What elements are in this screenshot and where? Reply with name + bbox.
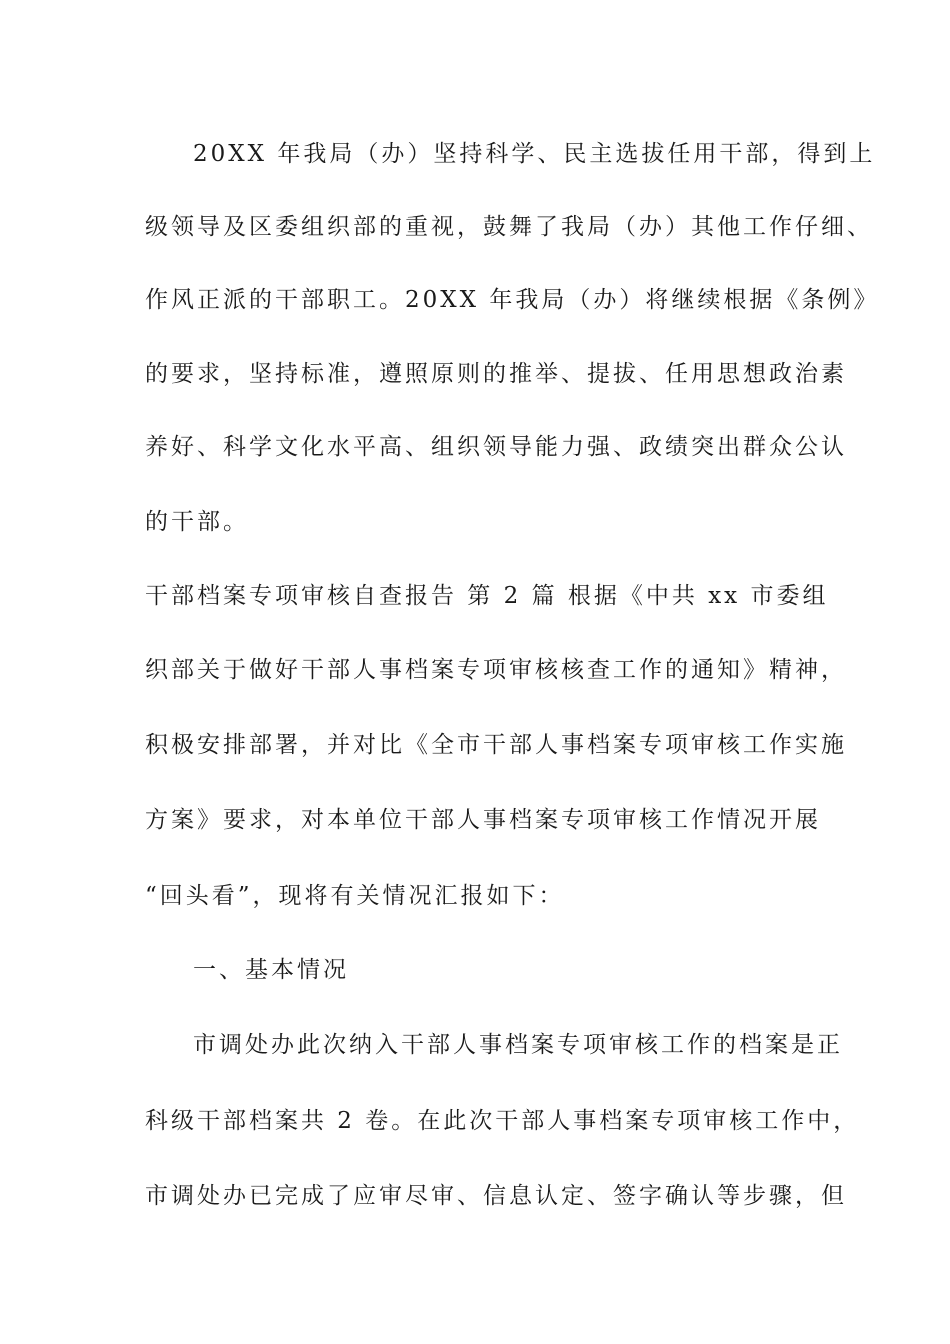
paragraph-line-15: 市调处办已完成了应审尽审、信息认定、签字确认等步骤，但 [145,1183,847,1209]
paragraph-line-8: 织部关于做好干部人事档案专项审核核查工作的通知》精神， [145,657,847,683]
paragraph-line-1: 20XX 年我局（办）坚持科学、民主选拔任用干部，得到上 [193,141,876,167]
paragraph-line-6: 的干部。 [145,509,249,535]
subheading-basic-situation: 一、基本情况 [193,957,349,983]
paragraph-line-11: “回头看”，现将有关情况汇报如下： [145,883,565,909]
paragraph-line-5: 养好、科学文化水平高、组织领导能力强、政绩突出群众公认 [145,434,847,460]
paragraph-line-10: 方案》要求，对本单位干部人事档案专项审核工作情况开展 [145,807,821,833]
paragraph-line-4: 的要求，坚持标准，遵照原则的推举、提拔、任用思想政治素 [145,361,847,387]
section-title-line: 干部档案专项审核自查报告 第 2 篇 根据《中共 xx 市委组 [145,583,829,609]
paragraph-line-13: 市调处办此次纳入干部人事档案专项审核工作的档案是正 [193,1032,843,1058]
paragraph-line-9: 积极安排部署，并对比《全市干部人事档案专项审核工作实施 [145,732,847,758]
paragraph-line-14: 科级干部档案共 2 卷。在此次干部人事档案专项审核工作中， [145,1108,860,1134]
paragraph-line-2: 级领导及区委组织部的重视，鼓舞了我局（办）其他工作仔细、 [145,214,873,240]
paragraph-line-3: 作风正派的干部职工。20XX 年我局（办）将继续根据《条例》 [145,287,880,313]
